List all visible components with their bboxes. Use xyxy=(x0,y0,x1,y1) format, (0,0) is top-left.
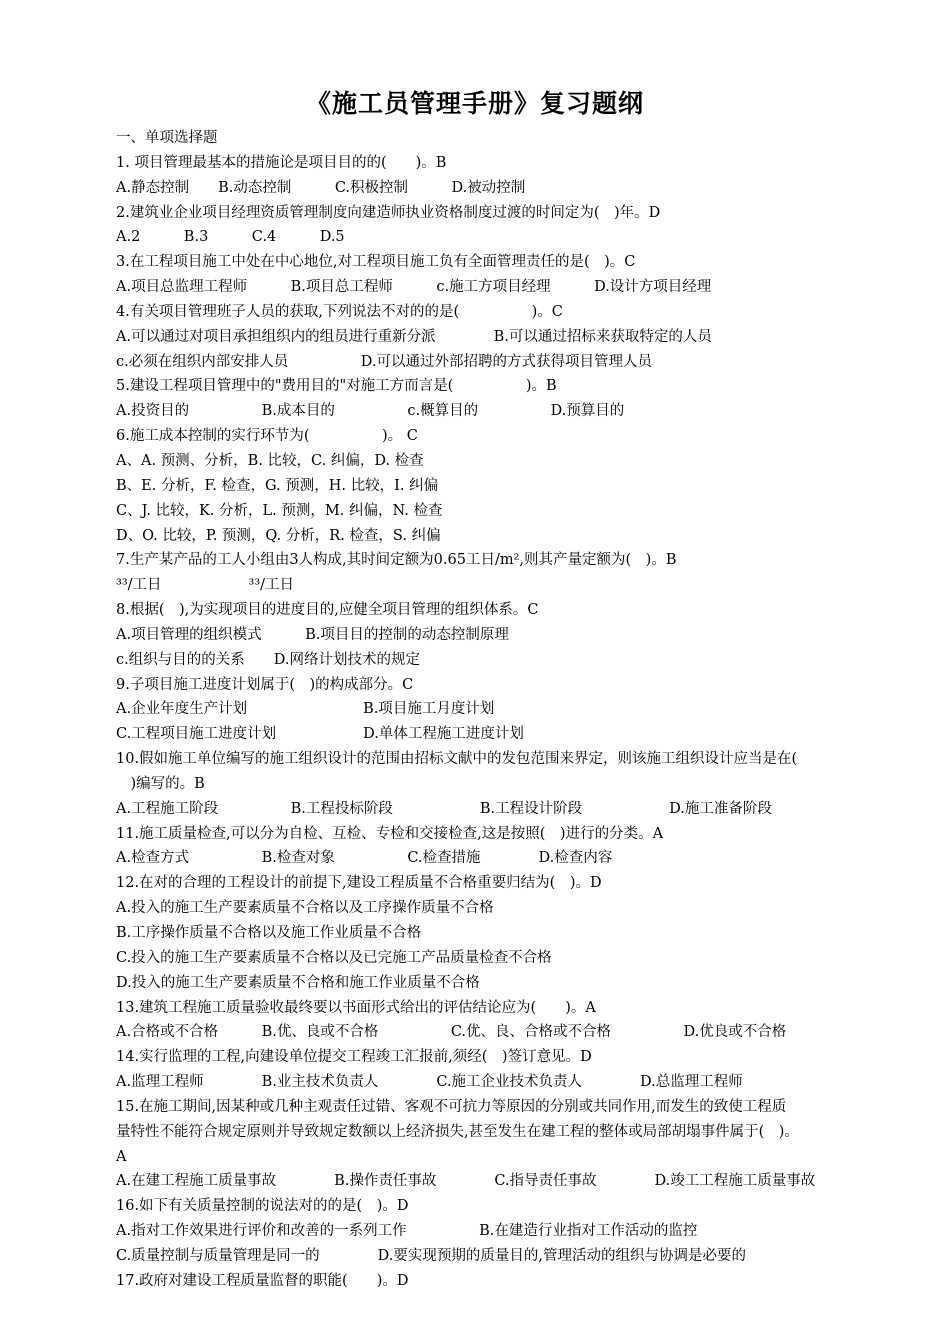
text-line: A xyxy=(116,1148,127,1165)
text-line: A.监理工程师 B.业主技术负责人 C.施工企业技术负责人 D.总监理工程师 xyxy=(116,1074,743,1091)
text-line: 14.实行监理的工程,向建设单位提交工程竣工汇报前,须经( )签订意见。D xyxy=(116,1049,592,1066)
text-line: D、O. 比较，P. 预测，Q. 分析，R. 检查，S. 纠偏 xyxy=(116,527,441,544)
text-line: 7.生产某产品的工人小组由3人构成,其时间定额为0.65工日/m²,则其产量定额为( )。B xyxy=(116,552,677,569)
text-line: 15.在施工期间,因某种或几种主观责任过错、客观不可抗力等原因的分别或共同作用,而发生的致使工程质 xyxy=(116,1098,787,1115)
text-line: C.投入的施工生产要素质量不合格以及已完施工产品质量检查不合格 xyxy=(116,949,552,966)
text-line: C.工程项目施工进度计划 D.单体工程施工进度计划 xyxy=(116,726,524,743)
text-line: A.工程施工阶段 B.工程投标阶段 B.工程设计阶段 D.施工准备阶段 xyxy=(116,800,772,817)
text-line: 2.建筑业企业项目经理资质管理制度向建造师执业资格制度过渡的时间定为( )年。D xyxy=(116,204,661,221)
text-line: A.静态控制 B.动态控制 C.积极控制 D.被动控制 xyxy=(116,179,526,196)
text-line: A.在建工程施工质量事故 B.操作责任事故 C.指导责任事故 D.竣工工程施工质量事故 xyxy=(116,1173,816,1190)
text-line: 量特性不能符合规定原则并导致规定数额以上经济损失,甚至发生在建工程的整体或局部胡塌事件属于( )。 xyxy=(116,1123,799,1140)
text-line: c.必须在组织内部安排人员 D.可以通过外部招聘的方式获得项目管理人员 xyxy=(116,353,652,370)
text-line: 6.施工成本控制的实行环节为( )。 C xyxy=(116,428,418,445)
text-line: 3.在工程项目施工中处在中心地位,对工程项目施工负有全面管理责任的是( )。C xyxy=(116,254,636,271)
text-line: )编写的。B xyxy=(116,775,205,792)
text-line: 5.建设工程项目管理中的"费用目的"对施工方而言是( )。B xyxy=(116,378,557,395)
text-line: A.投入的施工生产要素质量不合格以及工序操作质量不合格 xyxy=(116,900,494,917)
text-line: D.投入的施工生产要素质量不合格和施工作业质量不合格 xyxy=(116,974,480,991)
page-title: 《施工员管理手册》复习题纲 xyxy=(305,89,644,118)
text-line: A.检查方式 B.检查对象 C.检查措施 D.检查内容 xyxy=(116,850,613,867)
text-line: A.投资目的 B.成本目的 c.概算目的 D.预算目的 xyxy=(116,403,625,420)
text-line: A.指对工作效果进行评价和改善的一系列工作 B.在建造行业指对工作活动的监控 xyxy=(116,1223,698,1240)
text-line: A.项目总监理工程师 B.项目总工程师 c.施工方项目经理 D.设计方项目经理 xyxy=(116,279,712,296)
text-line: 12.在对的合理的工程设计的前提下,建设工程质量不合格重要归结为( )。D xyxy=(116,875,602,892)
text-line: A.企业年度生产计划 B.项目施工月度计划 xyxy=(116,701,495,718)
text-line: A.2 B.3 C.4 D.5 xyxy=(116,229,345,246)
text-line: 1. 项目管理最基本的措施论是项目目的的( )。B xyxy=(116,154,447,171)
text-line: A.可以通过对项目承担组织内的组员进行重新分派 B.可以通过招标来获取特定的人员 xyxy=(116,328,712,345)
text-line: 17.政府对建设工程质量监督的职能( )。D xyxy=(116,1272,409,1289)
text-line: 4.有关项目管理班子人员的获取,下列说法不对的的是( )。C xyxy=(116,303,563,320)
text-line: c.组织与目的的关系 D.网络计划技术的规定 xyxy=(116,651,420,668)
text-line: ³³/工日 ³³/工日 xyxy=(116,577,295,594)
question-list xyxy=(116,126,926,1294)
text-line: 13.建筑工程施工质量验收最终要以书面形式给出的评估结论应为( )。A xyxy=(116,999,596,1016)
text-line: 一、单项选择题 xyxy=(116,130,218,146)
text-line: C.质量控制与质量管理是同一的 D.要实现预期的质量目的,管理活动的组织与协调是必要的 xyxy=(116,1247,747,1264)
text-line: A.合格或不合格 B.优、良或不合格 C.优、良、合格或不合格 D.优良或不合格 xyxy=(116,1024,787,1041)
text-line: C、J. 比较，K. 分析，L. 预测，M. 纠偏，N. 检查 xyxy=(116,502,443,519)
text-line: 8.根据( ),为实现项目的进度目的,应健全项目管理的组织体系。C xyxy=(116,602,539,619)
text-line: B.工序操作质量不合格以及施工作业质量不合格 xyxy=(116,925,422,941)
text-line: A、A. 预测、分析，B. 比较，C. 纠偏，D. 检查 xyxy=(116,452,424,469)
text-line: B、E. 分析，F. 检查，G. 预测，H. 比较，I. 纠偏 xyxy=(116,477,439,494)
text-line: 10.假如施工单位编写的施工组织设计的范围由招标文献中的发包范围来界定，则该施工组织设计应当是在( xyxy=(116,751,798,768)
text-line: 9.子项目施工进度计划属于( )的构成部分。C xyxy=(116,676,414,693)
text-line: 11.施工质量检查,可以分为自检、互检、专检和交接检查,这是按照( )进行的分类。A xyxy=(116,825,664,842)
text-line: A.项目管理的组织模式 B.项目目的控制的动态控制原理 xyxy=(116,626,509,643)
text-line: 16.如下有关质量控制的说法对的的是( )。D xyxy=(116,1198,409,1215)
